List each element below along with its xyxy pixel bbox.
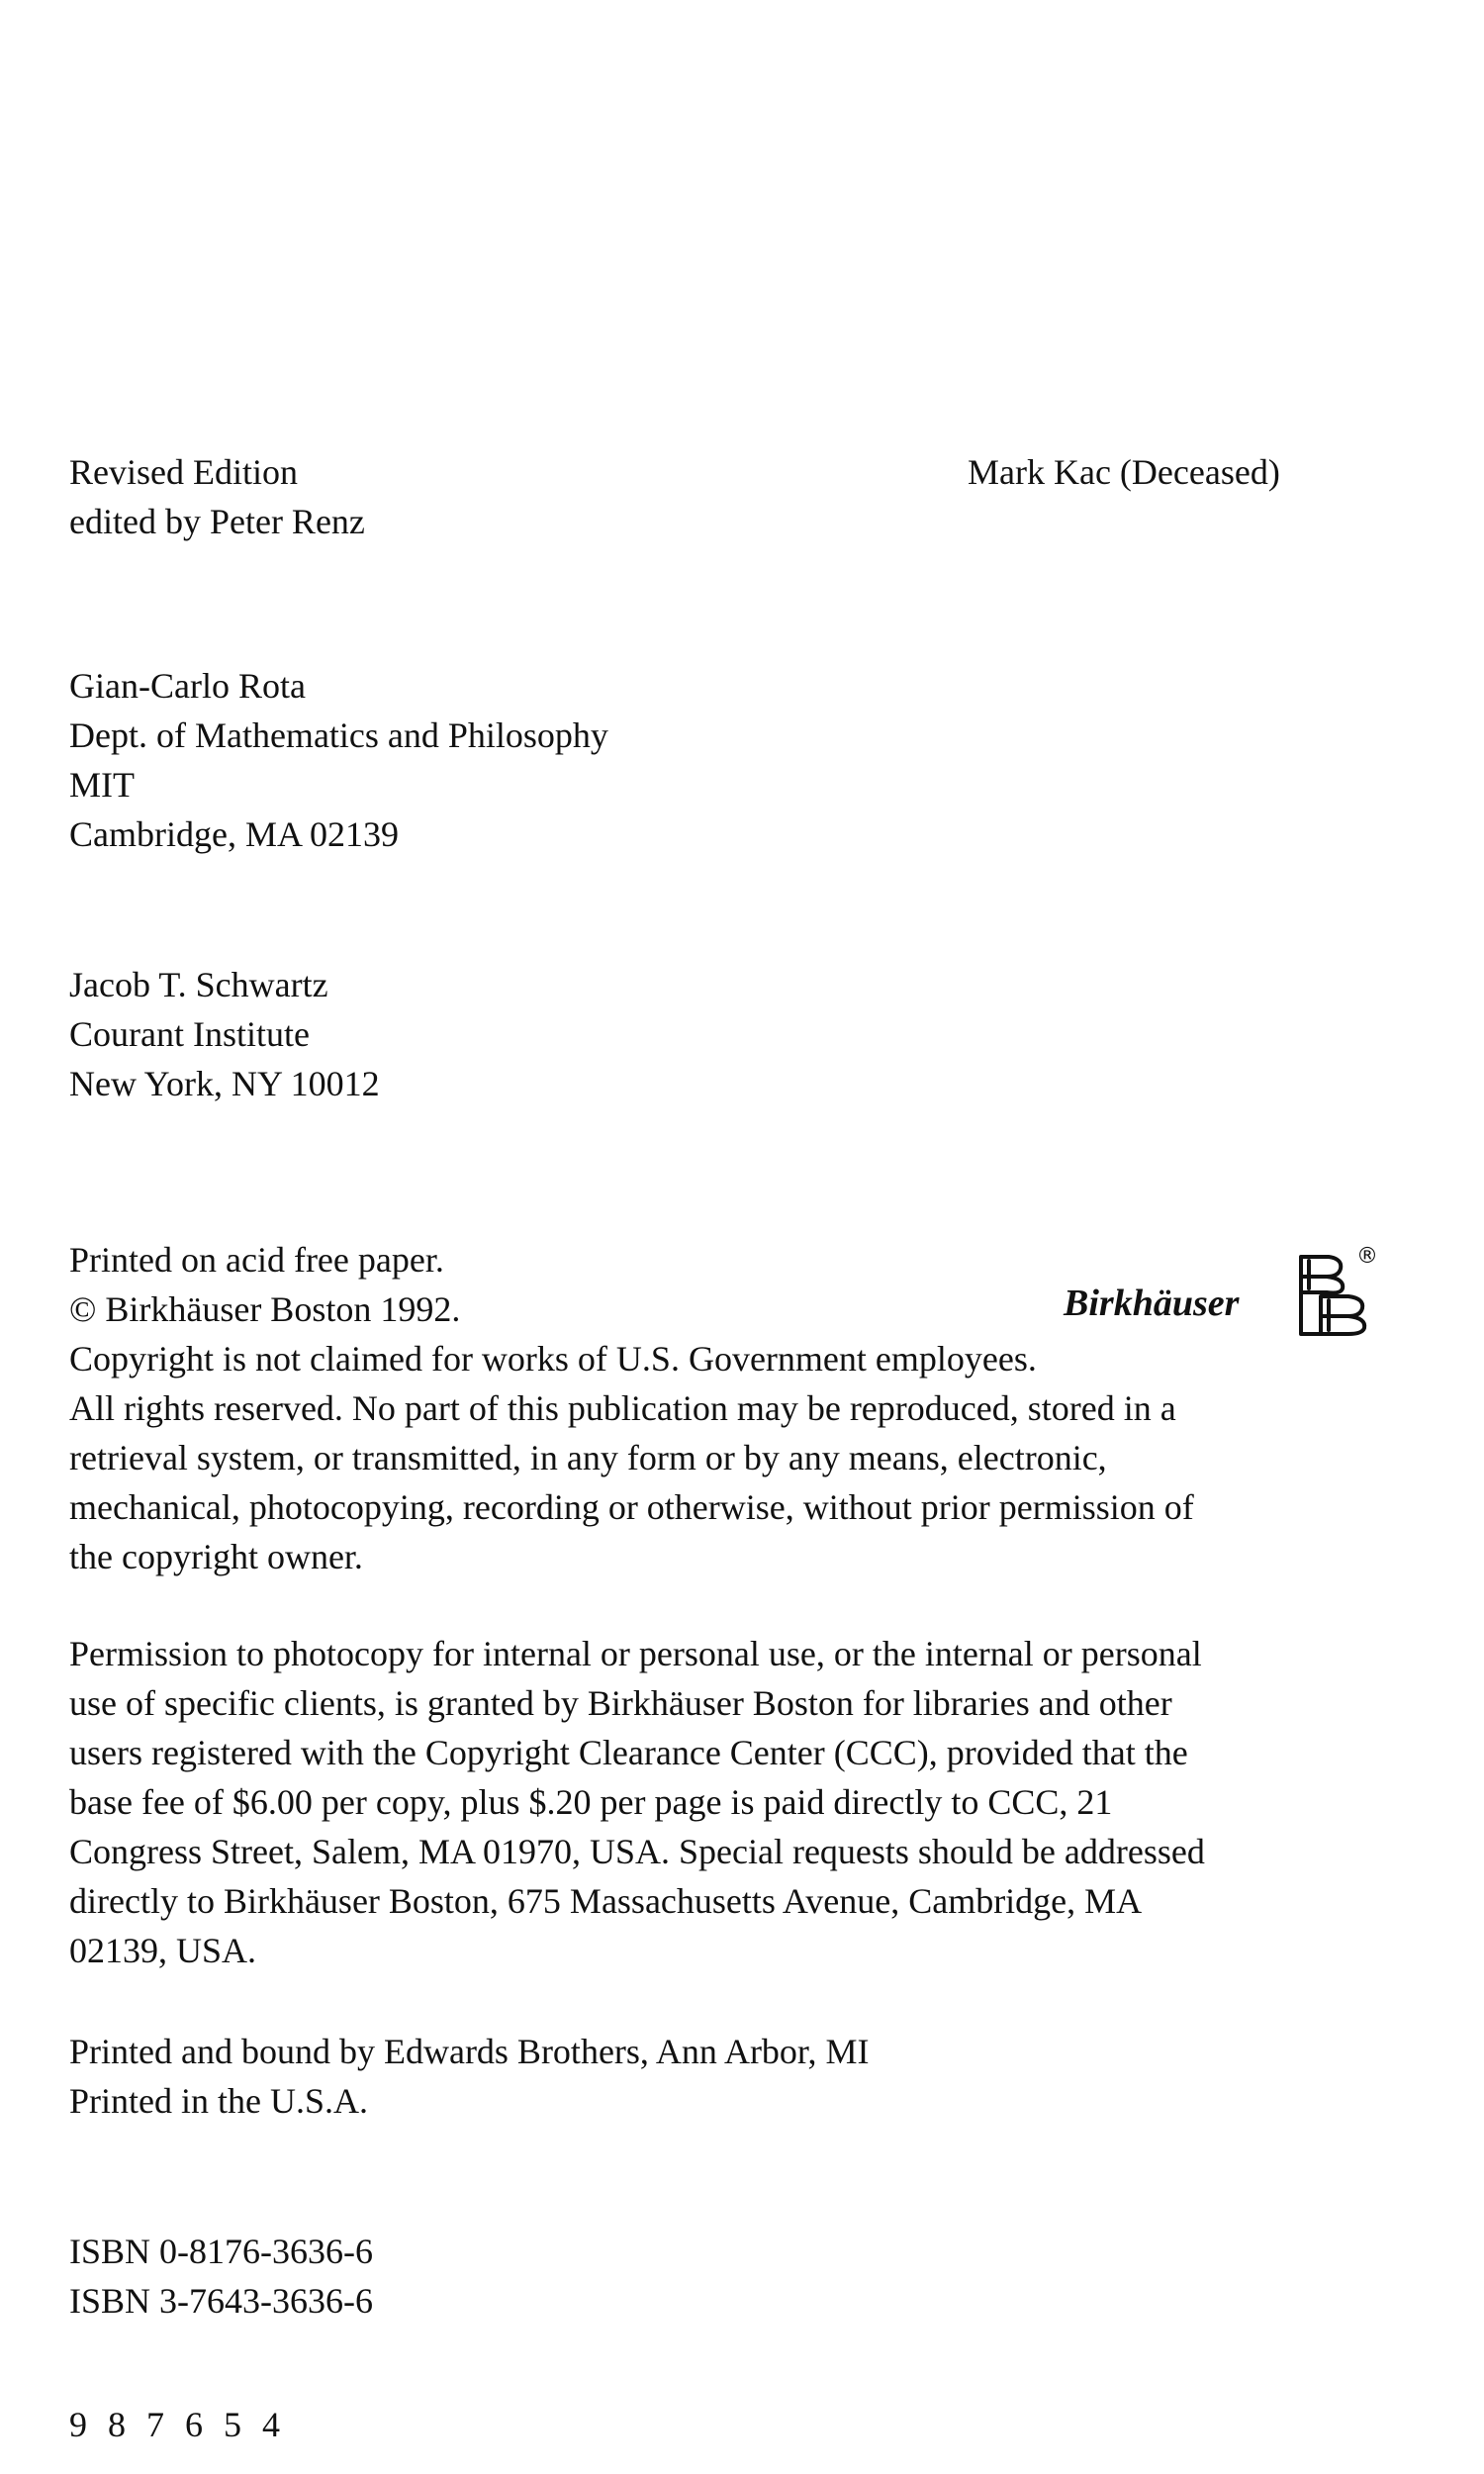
isbn-line: ISBN 3-7643-3636-6 <box>69 2281 373 2321</box>
rights-line: mechanical, photocopying, recording or otherwise, without prior permission of <box>69 1487 1194 1527</box>
permission-line: base fee of $6.00 per copy, plus $.20 per page is paid directly to CCC, 21 <box>69 1782 1113 1822</box>
isbn-list <box>69 2227 373 2326</box>
rights-line: the copyright owner. <box>69 1537 363 1576</box>
country-line: Printed in the U.S.A. <box>69 2081 368 2121</box>
printer-line: Printed and bound by Edwards Brothers, Ann Arbor, MI <box>69 2032 870 2071</box>
address-line: Gian-Carlo Rota <box>69 666 306 706</box>
permission-line: users registered with the Copyright Clearance Center (CCC), provided that the <box>69 1733 1188 1772</box>
isbn-line: ISBN 0-8176-3636-6 <box>69 2232 373 2271</box>
permission-line: Congress Street, Salem, MA 01970, USA. Special requests should be addressed <box>69 1832 1205 1871</box>
permission-line: 02139, USA. <box>69 1931 257 1970</box>
birkhauser-bb-logo-icon <box>1291 1245 1380 1340</box>
address-line: Courant Institute <box>69 1014 310 1054</box>
address-line: Dept. of Mathematics and Philosophy <box>69 715 608 755</box>
author-address-rota <box>69 661 608 859</box>
edition-info <box>69 447 365 546</box>
copyright-notice <box>69 1235 1194 1581</box>
address-line: Cambridge, MA 02139 <box>69 814 399 854</box>
rights-line: All rights reserved. No part of this publication may be reproduced, stored in a <box>69 1388 1176 1428</box>
printer-key-line: 9 8 7 6 5 4 <box>69 2405 286 2444</box>
address-line: MIT <box>69 765 135 805</box>
permission-line: Permission to photocopy for internal or personal use, or the internal or personal <box>69 1634 1202 1673</box>
publisher-name: Birkhäuser <box>1064 1283 1240 1324</box>
edition-line: Revised Edition <box>69 452 298 492</box>
photocopy-permission <box>69 1629 1205 1975</box>
registered-mark: ® <box>1356 1245 1378 1269</box>
copyright-line: © Birkhäuser Boston 1992. <box>69 1289 461 1329</box>
government-works-note: Copyright is not claimed for works of U.S. Government employees. <box>69 1339 1037 1379</box>
printer-info <box>69 2027 869 2126</box>
permission-line: use of specific clients, is granted by Birkhäuser Boston for libraries and other <box>69 1683 1172 1723</box>
editor-line: edited by Peter Renz <box>69 502 365 541</box>
publisher-logo <box>1064 1235 1420 1344</box>
author-address-schwartz <box>69 960 380 1108</box>
address-line: New York, NY 10012 <box>69 1064 380 1103</box>
permission-line: directly to Birkhäuser Boston, 675 Massachusetts Avenue, Cambridge, MA <box>69 1881 1143 1921</box>
author-deceased: Mark Kac (Deceased) <box>968 452 1280 492</box>
paper-note: Printed on acid free paper. <box>69 1240 444 1280</box>
address-line: Jacob T. Schwartz <box>69 965 328 1004</box>
rights-line: retrieval system, or transmitted, in any form or by any means, electronic, <box>69 1438 1107 1477</box>
